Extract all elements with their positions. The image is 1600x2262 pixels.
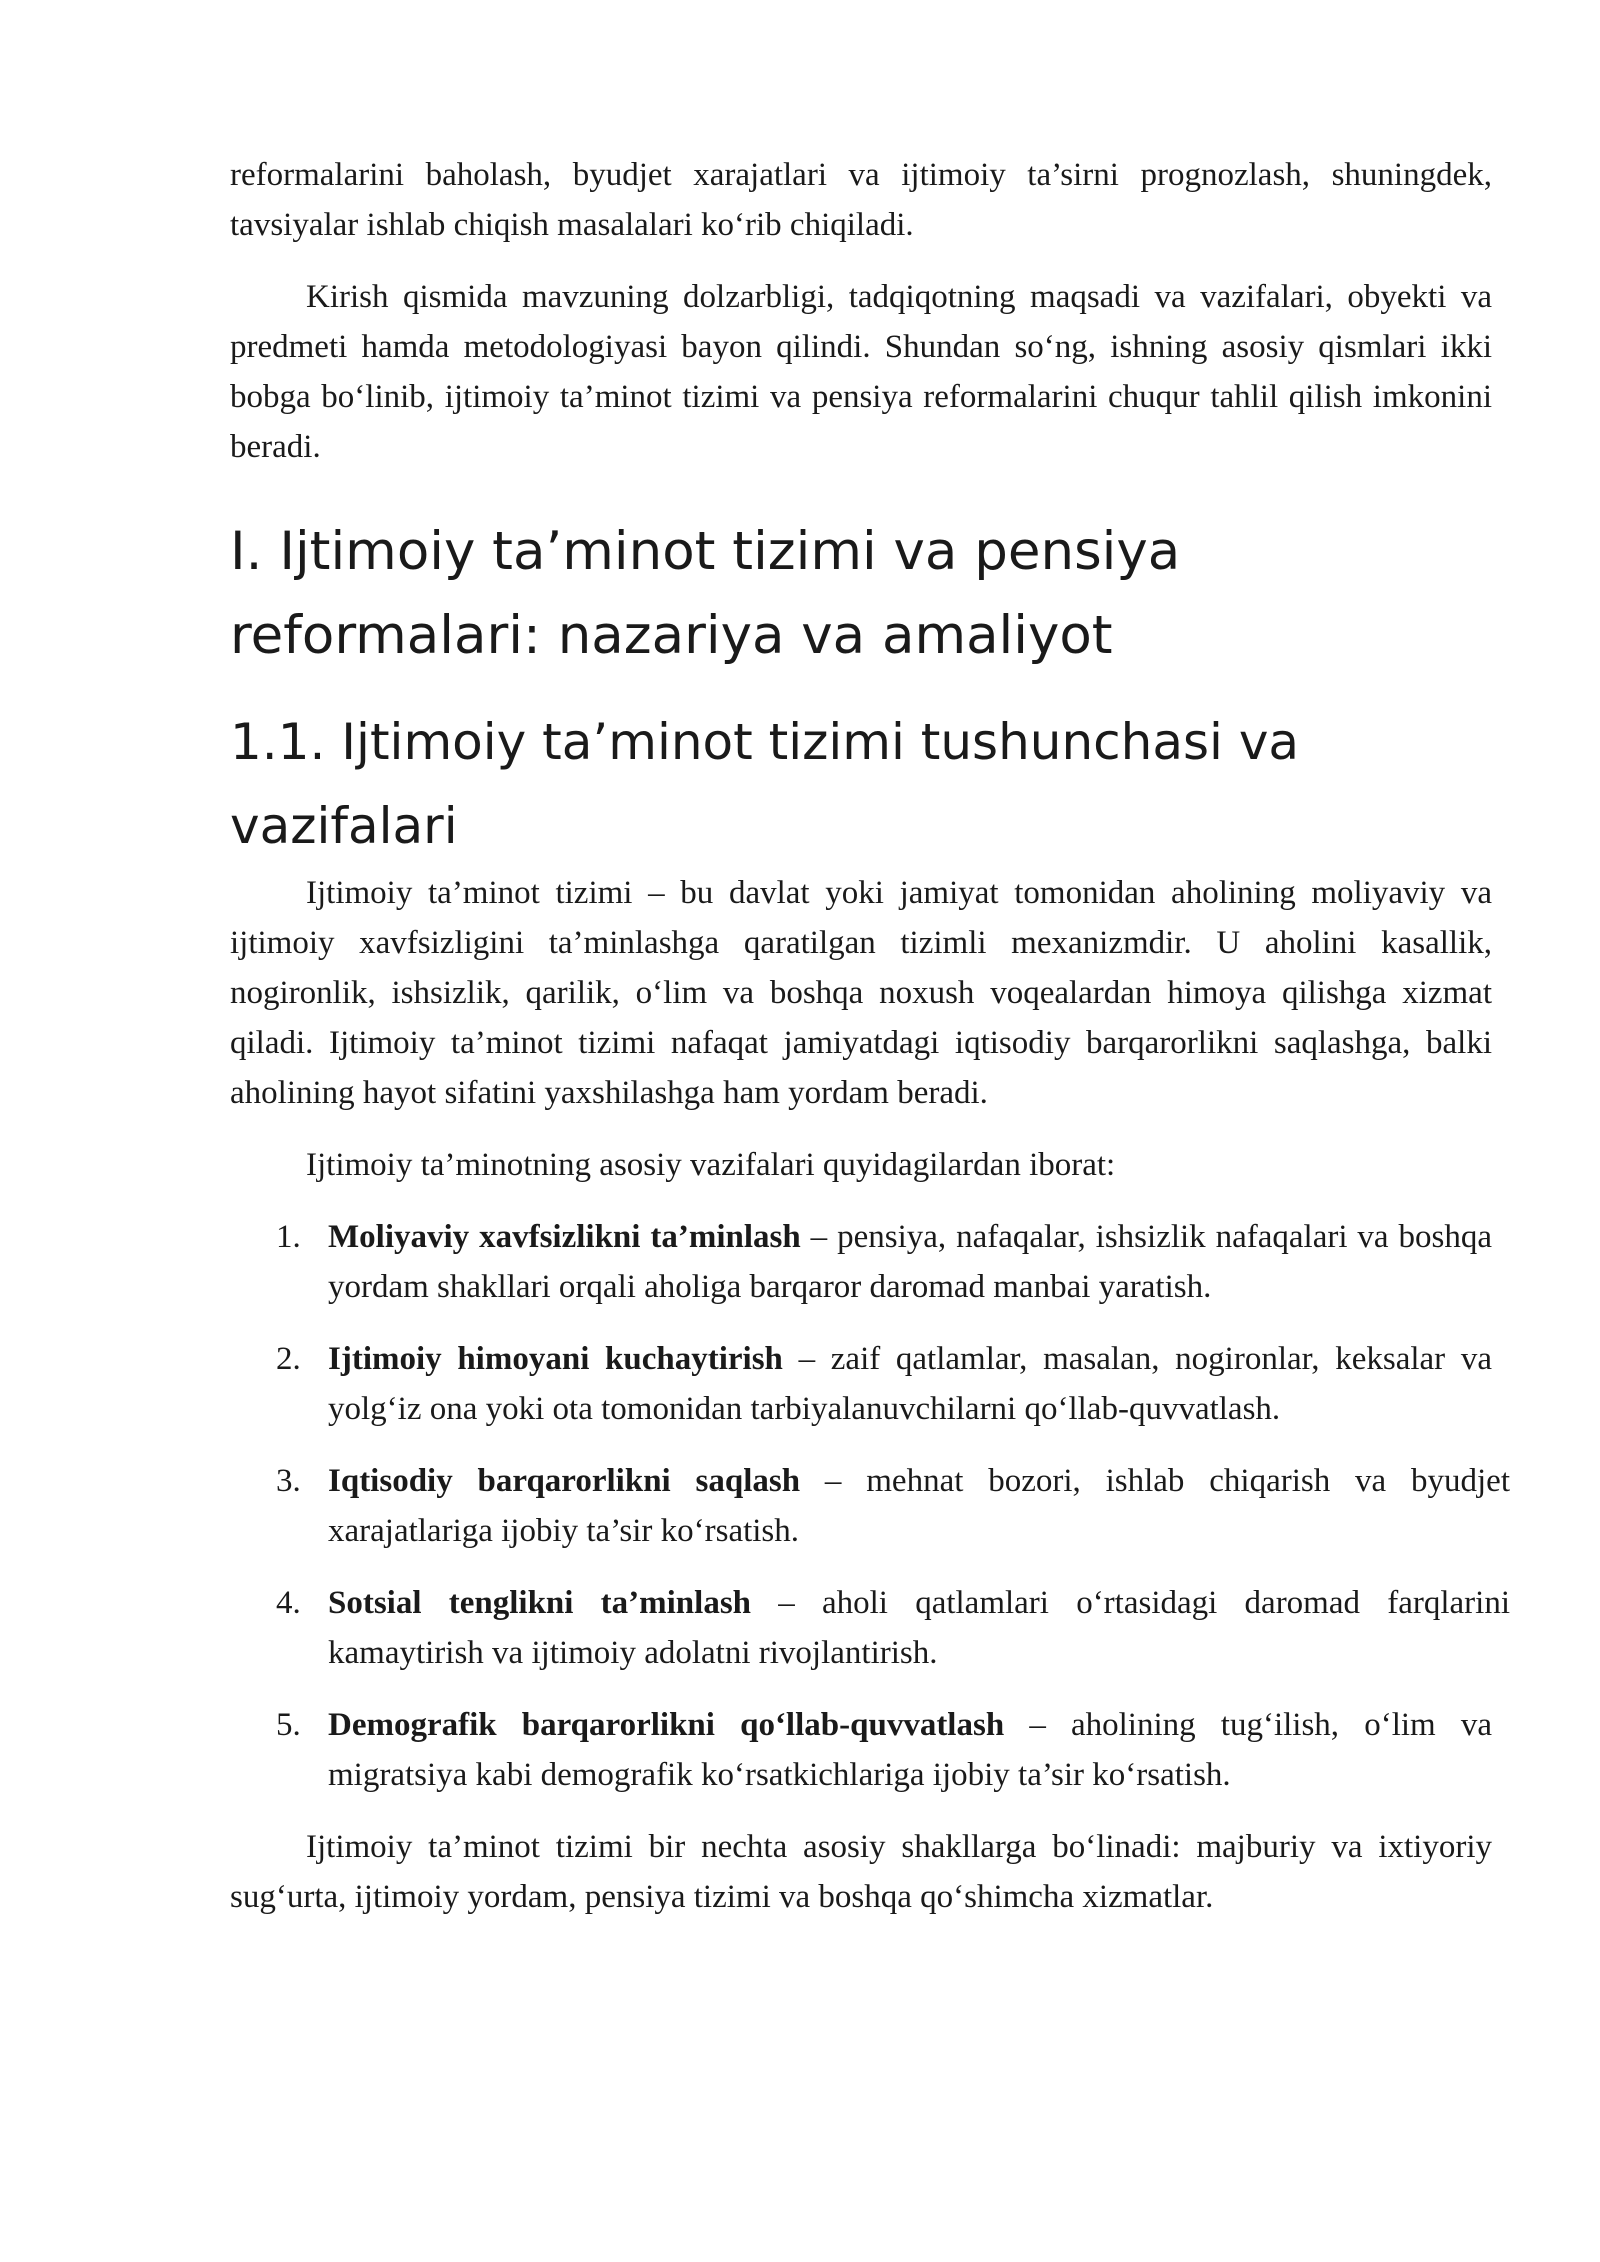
- list-item-number: 5.: [276, 1707, 301, 1743]
- list-item-number: 2.: [276, 1341, 301, 1377]
- list-item-desc: – mehnat bozori, ishlab chiqarish va byudjet xarajatlariga ijobiy ta’sir ko‘rsatish.: [328, 1463, 1510, 1549]
- chapter-title-line2: reformalari: nazariya va amaliyot: [230, 605, 1113, 666]
- chapter-title-line1: I. Ijtimoiy ta’minot tizimi va pensiya: [230, 521, 1181, 582]
- section-title-line1: 1.1. Ijtimoiy ta’minot tizimi tushunchasi va: [230, 713, 1300, 771]
- list-item-term: Iqtisodiy barqarorlikni saqlash: [328, 1463, 801, 1499]
- list-item: [230, 1700, 1492, 1800]
- section-title: [230, 700, 1492, 868]
- list-item-term: Sotsial tenglikni ta’minlash: [328, 1585, 752, 1621]
- closing-paragraph: Ijtimoiy ta’minot tizimi bir nechta asosiy shakllarga bo‘linadi: majburiy va ixtiyoriy sug‘urta, ijtimoiy yordam, pensiya tizimi va boshqa qo‘shimcha xizmatlar.: [230, 1829, 1492, 1915]
- list-item-term: Ijtimoiy himoyani kuchaytirish: [328, 1341, 783, 1377]
- list-item-term: Demografik barqarorlikni qo‘llab-quvvatlash: [328, 1707, 1005, 1743]
- list-item: [230, 1212, 1492, 1312]
- list-item-number: 1.: [276, 1219, 301, 1255]
- list-item-desc: – aholi qatlamlari o‘rtasidagi daromad farqlarini kamaytirish va ijtimoiy adolatni rivojlantirish.: [328, 1585, 1510, 1671]
- list-item: [230, 1578, 1510, 1678]
- definition-paragraph: Ijtimoiy ta’minot tizimi – bu davlat yoki jamiyat tomonidan aholining moliyaviy va ijtimoiy xavfsizligini ta’minlashga qaratilgan tizimli mexanizmdir. U aholini kasallik, nogironlik, ishsizlik, qarilik, o‘lim va boshqa noxush voqealardan himoya qilishga xizmat qiladi. Ijtimoiy ta’minot tizimi nafaqat jamiyatdagi iqtisodiy barqarorlikni saqlashga, balki aholining hayot sifatini yaxshilashga ham yordam beradi.: [230, 875, 1492, 1111]
- chapter-title: [230, 510, 1492, 678]
- list-item: [230, 1456, 1510, 1556]
- document-page: [230, 150, 1510, 1944]
- list-item-term: Moliyaviy xavfsizlikni ta’minlash: [328, 1219, 801, 1255]
- list-item-number: 3.: [276, 1463, 301, 1499]
- list-item-desc: – aholining tug‘ilish, o‘lim va migratsiya kabi demografik ko‘rsatkichlariga ijobiy ta’sir ko‘rsatish.: [328, 1707, 1492, 1793]
- list-item-number: 4.: [276, 1585, 301, 1621]
- list-item-desc: – pensiya, nafaqalar, ishsizlik nafaqalari va boshqa yordam shakllari orqali aholiga barqaror daromad manbai yaratish.: [328, 1219, 1492, 1305]
- intro-paragraph: Kirish qismida mavzuning dolzarbligi, tadqiqotning maqsadi va vazifalari, obyekti va predmeti hamda metodologiyasi bayon qilindi. Shundan so‘ng, ishning asosiy qismlari ikki bobga bo‘linib, ijtimoiy ta’minot tizimi va pensiya reformalarini chuqur tahlil qilish imkonini beradi.: [230, 279, 1492, 465]
- section-title-line2: vazifalari: [230, 797, 458, 855]
- functions-list: [230, 1212, 1510, 1800]
- list-item-desc: – zaif qatlamlar, masalan, nogironlar, keksalar va yolg‘iz ona yoki ota tomonidan tarbiyalanuvchilarni qo‘llab-quvvatlash.: [328, 1341, 1492, 1427]
- list-intro: Ijtimoiy ta’minotning asosiy vazifalari quyidagilardan iborat:: [306, 1147, 1116, 1183]
- intro-continuation: reformalarini baholash, byudjet xarajatlari va ijtimoiy ta’sirni prognozlash, shuningdek, tavsiyalar ishlab chiqish masalalari ko‘rib chiqiladi.: [230, 157, 1492, 243]
- list-item: [230, 1334, 1492, 1434]
